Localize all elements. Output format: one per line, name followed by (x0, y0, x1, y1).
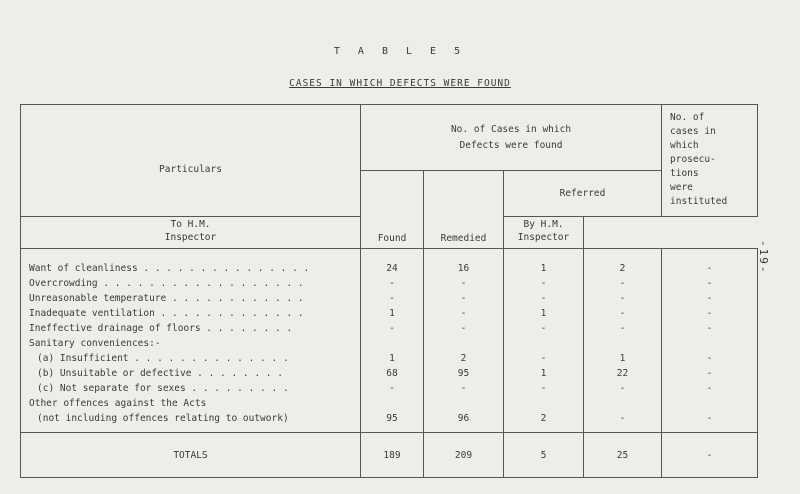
row-value-remedied: - (460, 293, 467, 304)
table-subtitle (0, 78, 800, 89)
header-particulars: Particulars (21, 105, 361, 217)
row-value-to-hm: - (540, 383, 547, 394)
row-value-found: 95 (386, 413, 398, 424)
row-value-found (361, 336, 423, 351)
row-value-remedied: - (460, 278, 467, 289)
row-value-remedied: 95 (457, 368, 470, 379)
row-value-to-hm: 2 (540, 413, 547, 424)
row-value-prosecutions: - (706, 263, 713, 274)
row-value-by-hm: 2 (619, 263, 626, 274)
row-value-by-hm: 1 (619, 353, 626, 364)
row-label: Other offences against the Acts (29, 398, 207, 409)
row-value-prosecutions: - (706, 353, 713, 364)
row-value-by-hm (584, 396, 661, 411)
row-value-by-hm: - (619, 293, 626, 304)
row-value-found: 68 (386, 368, 398, 379)
totals-label: TOTALS (21, 433, 361, 478)
row-value-by-hm: 22 (616, 368, 629, 379)
row-value-to-hm: 1 (540, 368, 547, 379)
header-found: Found (361, 171, 424, 249)
header-no-cases (361, 105, 662, 171)
header-prosecutions (662, 105, 758, 217)
column-by-hm (584, 249, 662, 433)
row-value-found: 24 (386, 263, 398, 274)
row-value-found: 1 (389, 308, 395, 319)
row-label: Overcrowding . . . . . . . . . . . . . . . . . . (29, 278, 304, 289)
prosec-line: which (670, 140, 699, 151)
prosec-line: No. of (670, 112, 705, 123)
row-value-by-hm: - (619, 323, 626, 334)
row-value-prosecutions: - (706, 308, 713, 319)
row-value-remedied: - (460, 383, 467, 394)
row-value-remedied (424, 396, 503, 411)
header-to-hm-text: To H.M. Inspector (164, 219, 217, 243)
totals-by-hm: 25 (584, 433, 662, 478)
row-value-prosecutions: - (706, 368, 713, 379)
column-found (361, 249, 424, 433)
prosec-line: tions (670, 168, 699, 179)
row-value-found: - (389, 323, 395, 334)
page-number: -19- (757, 240, 770, 275)
column-prosecutions (662, 249, 758, 433)
row-value-prosecutions: - (706, 413, 713, 424)
row-value-remedied: 96 (457, 413, 470, 424)
row-value-prosecutions: - (706, 278, 713, 289)
row-value-prosecutions: - (706, 383, 713, 394)
row-label: Want of cleanliness . . . . . . . . . . . . . . . (29, 263, 310, 274)
subtitle-text: CASES IN WHICH DEFECTS WERE FOUND (289, 78, 511, 89)
prosec-line: cases in (670, 126, 716, 137)
header-to-hm (21, 217, 361, 249)
row-value-prosecutions: - (706, 293, 713, 304)
row-value-remedied: 2 (460, 353, 467, 364)
row-value-found (361, 396, 423, 411)
row-value-found: - (389, 293, 395, 304)
header-remedied: Remedied (424, 171, 504, 249)
totals-found: 189 (361, 433, 424, 478)
row-value-found: - (389, 383, 395, 394)
row-value-by-hm: - (619, 308, 626, 319)
header-by-hm-text: By H.M. Inspector (517, 219, 570, 243)
row-value-to-hm (504, 396, 583, 411)
row-value-prosecutions: - (706, 323, 713, 334)
row-label: Inadequate ventilation . . . . . . . . . . . . . (29, 308, 304, 319)
prosec-line: were (670, 182, 693, 193)
row-label: (a) Insufficient . . . . . . . . . . . . . . (37, 353, 289, 364)
header-referred: Referred (504, 171, 662, 217)
totals-prosecutions: - (662, 433, 758, 478)
prosec-line: instituted (670, 196, 728, 207)
row-value-to-hm: - (540, 293, 547, 304)
row-value-to-hm: 1 (540, 308, 547, 319)
row-value-remedied (424, 336, 503, 351)
column-particulars (21, 249, 361, 433)
row-value-by-hm: - (619, 278, 626, 289)
row-value-found: 1 (389, 353, 395, 364)
row-value-by-hm (584, 336, 661, 351)
row-value-to-hm (504, 336, 583, 351)
row-value-prosecutions (662, 396, 757, 411)
row-value-to-hm: 1 (540, 263, 547, 274)
row-value-by-hm: - (619, 413, 626, 424)
row-label: Sanitary conveniences:- (29, 338, 161, 349)
row-label: (b) Unsuitable or defective . . . . . . . . (37, 368, 283, 379)
column-to-hm (504, 249, 584, 433)
row-label: (not including offences relating to outwork) (37, 413, 289, 424)
row-value-remedied: - (460, 323, 467, 334)
column-remedied (424, 249, 504, 433)
row-label: (c) Not separate for sexes . . . . . . . . . (37, 383, 289, 394)
row-label: Ineffective drainage of floors . . . . . . . . (29, 323, 293, 334)
header-no-cases-text: No. of Cases in which Defects were found (450, 123, 572, 151)
table-title: T A B L E 5 (333, 46, 467, 57)
row-value-remedied: - (460, 308, 467, 319)
row-value-by-hm: - (619, 383, 626, 394)
defects-table (20, 104, 758, 478)
totals-to-hm: 5 (504, 433, 584, 478)
row-value-to-hm: - (540, 278, 547, 289)
row-label: Unreasonable temperature . . . . . . . . . . . . (29, 293, 304, 304)
row-value-prosecutions (662, 336, 757, 351)
row-value-to-hm: - (540, 353, 547, 364)
prosec-line: prosecu- (670, 154, 716, 165)
totals-remedied: 209 (424, 433, 504, 478)
row-value-found: - (389, 278, 395, 289)
row-value-to-hm: - (540, 323, 547, 334)
header-by-hm (504, 217, 584, 249)
row-value-remedied: 16 (457, 263, 470, 274)
